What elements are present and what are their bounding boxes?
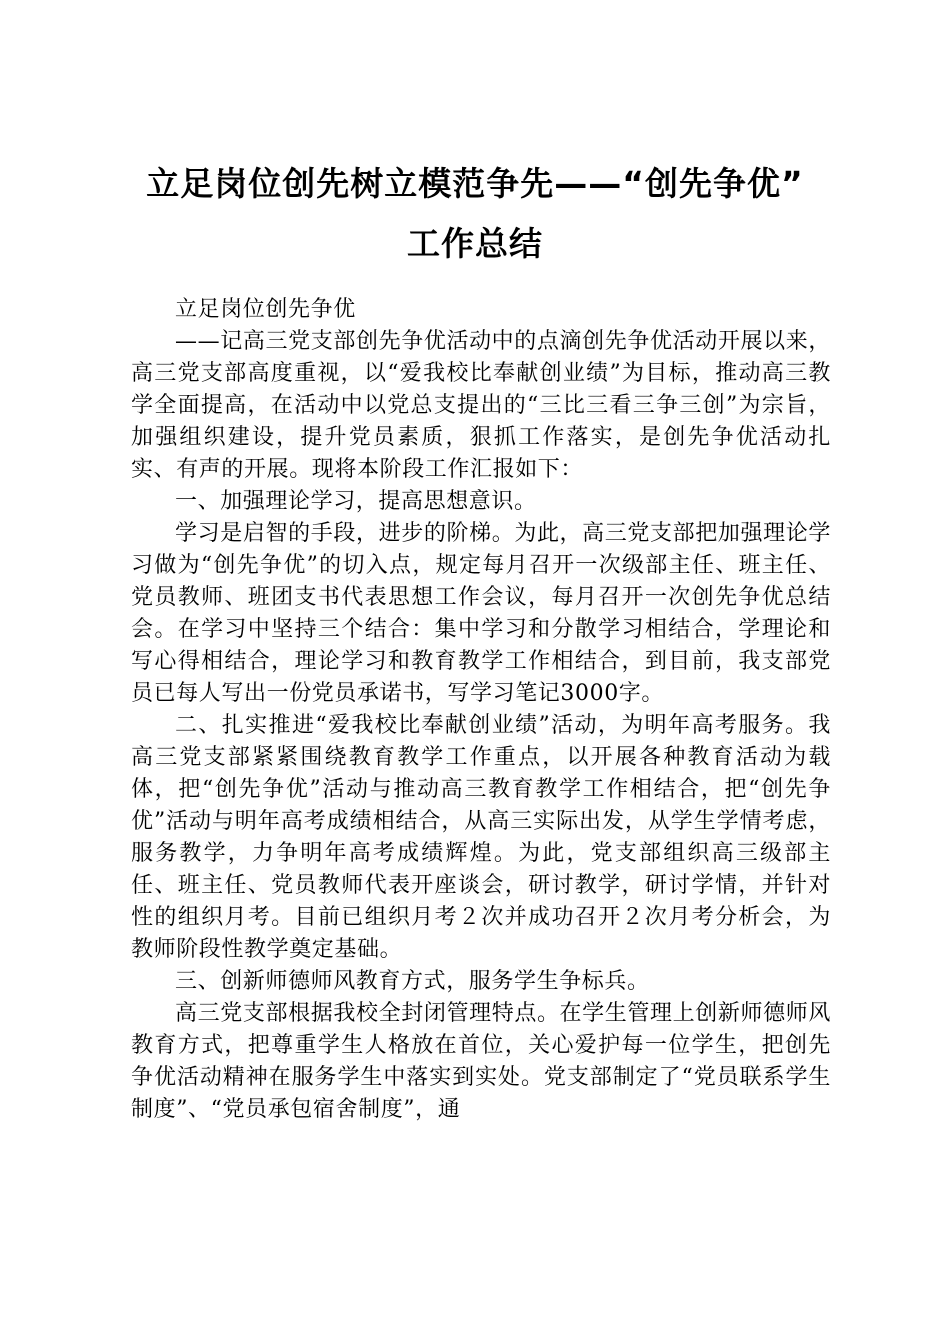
section-heading-1: 一、加强理论学习，提高思想意识。 bbox=[175, 489, 537, 514]
paragraph-intro: ——记高三党支部创先争优活动中的点滴创先争优活动开展以来，高三党支部高度重视，以“爱我校比奉献创业绩”为目标，推动高三教学全面提高，在活动中以党总支提出的“三比三看三争三创”为宗旨，加强组织建设，提升党员素质，狠抓工作落实，是创先争优活动扎实、有声的开展。现将本阶段工作汇报如下： bbox=[131, 329, 831, 482]
document-title-line2: 工作总结 bbox=[407, 224, 543, 263]
section-heading-3: 三、创新师德师风教育方式，服务学生争标兵。 bbox=[175, 969, 650, 994]
document-body bbox=[131, 294, 831, 1126]
paragraph-section-2: 二、扎实推进“爱我校比奉献创业绩”活动，为明年高考服务。我高三党支部紧紧围绕教育教学工作重点，以开展各种教育活动为载体，把“创先争优”活动与推动高三教育教学工作相结合，把“创先争优”活动与明年高考成绩相结合，从高三实际出发，从学生学情考虑，服务教学，力争明年高考成绩辉煌。为此，党支部组织高三级部主任、班主任、党员教师代表开座谈会，研讨教学，研讨学情，并针对性的组织月考。目前已组织月考２次并成功召开２次月考分析会，为教师阶段性教学奠定基础。 bbox=[131, 713, 831, 962]
document-title-line1: 立足岗位创先树立模范争先——“创先争优” bbox=[146, 164, 804, 203]
paragraph-subtitle: 立足岗位创先争优 bbox=[175, 297, 356, 322]
paragraph-section-1: 学习是启智的手段，进步的阶梯。为此，高三党支部把加强理论学习做为“创先争优”的切入点，规定每月召开一次级部主任、班主任、党员教师、班团支书代表思想工作会议，每月召开一次创先争优总结会。在学习中坚持三个结合：集中学习和分散学习相结合，学理论和写心得相结合，理论学习和教育教学工作相结合，到目前，我支部党员已每人写出一份党员承诺书，写学习笔记3000字。 bbox=[131, 521, 831, 706]
paragraph-section-3: 高三党支部根据我校全封闭管理特点。在学生管理上创新师德师风教育方式，把尊重学生人格放在首位，关心爱护每一位学生，把创先争优活动精神在服务学生中落实到实处。党支部制定了“党员联系学生制度”、“党员承包宿舍制度”，通 bbox=[131, 1001, 831, 1122]
